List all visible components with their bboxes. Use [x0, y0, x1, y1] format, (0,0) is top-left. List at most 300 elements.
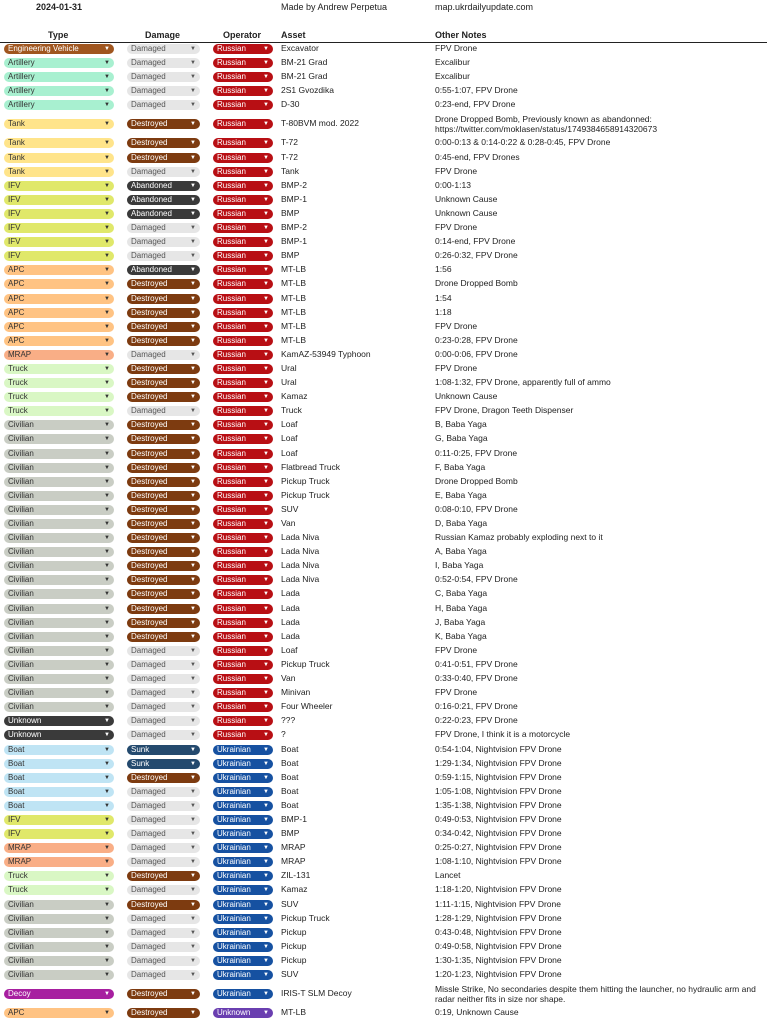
operator-select[interactable]	[213, 44, 273, 54]
damage-select[interactable]	[127, 970, 200, 980]
damage-select-label: Destroyed	[131, 504, 168, 514]
damage-select[interactable]	[127, 392, 200, 402]
damage-select-label: Damaged	[131, 349, 166, 359]
damage-select[interactable]	[127, 575, 200, 585]
damage-select-label: Destroyed	[131, 617, 168, 627]
dropdown-arrow-icon: ▼	[104, 788, 110, 795]
asset-cell: Excavator	[281, 43, 319, 53]
operator-select[interactable]	[213, 618, 273, 628]
operator-select[interactable]	[213, 58, 273, 68]
col-damage[interactable]: Damage	[145, 30, 181, 40]
asset-cell: Boat	[281, 743, 299, 754]
damage-select[interactable]	[127, 989, 200, 999]
damage-select[interactable]	[127, 167, 200, 177]
table-row	[0, 70, 767, 84]
damage-select[interactable]	[127, 223, 200, 233]
operator-select[interactable]	[213, 674, 273, 684]
operator-select[interactable]	[213, 181, 273, 191]
table-row	[0, 573, 767, 587]
type-select-label: APC	[8, 279, 25, 289]
damage-select-label: Damaged	[131, 716, 166, 726]
dropdown-arrow-icon: ▼	[190, 661, 196, 668]
type-select[interactable]	[4, 491, 114, 501]
operator-select[interactable]	[213, 294, 273, 304]
operator-select[interactable]	[213, 787, 273, 797]
type-select[interactable]	[4, 970, 114, 980]
damage-select[interactable]	[127, 604, 200, 614]
operator-select-label: Russian	[217, 575, 246, 585]
damage-select[interactable]	[127, 759, 200, 769]
operator-select[interactable]	[213, 970, 273, 980]
type-select[interactable]	[4, 449, 114, 459]
type-select[interactable]	[4, 787, 114, 797]
damage-select[interactable]	[127, 843, 200, 853]
dropdown-arrow-icon: ▼	[104, 380, 110, 387]
operator-select[interactable]	[213, 505, 273, 515]
damage-select[interactable]	[127, 871, 200, 881]
operator-select[interactable]	[213, 477, 273, 487]
asset-cell: SUV	[281, 969, 299, 979]
dropdown-arrow-icon: ▼	[190, 577, 196, 584]
dropdown-arrow-icon: ▼	[104, 972, 110, 978]
type-select[interactable]	[4, 477, 114, 487]
dropdown-arrow-icon: ▼	[263, 704, 269, 711]
operator-select[interactable]	[213, 632, 273, 642]
site-link[interactable]: map.ukrdailyupdate.com	[435, 2, 534, 12]
type-select-label: Civilian	[8, 504, 34, 514]
type-select[interactable]	[4, 392, 114, 402]
operator-select[interactable]	[213, 843, 273, 853]
operator-select[interactable]	[213, 392, 273, 402]
damage-select[interactable]	[127, 350, 200, 360]
table-row	[0, 461, 767, 475]
type-select[interactable]	[4, 463, 114, 473]
damage-select[interactable]	[127, 857, 200, 867]
type-select[interactable]	[4, 632, 114, 642]
damage-select[interactable]	[127, 1008, 200, 1018]
operator-select[interactable]	[213, 420, 273, 430]
operator-select-label: Russian	[217, 86, 246, 96]
notes-cell: 0:25-0:27, Nightvision FPV Drone	[435, 842, 562, 853]
operator-select[interactable]	[213, 688, 273, 698]
damage-select[interactable]	[127, 589, 200, 599]
operator-select[interactable]	[213, 575, 273, 585]
type-select[interactable]	[4, 1008, 114, 1018]
type-select[interactable]	[4, 58, 114, 68]
damage-select[interactable]	[127, 463, 200, 473]
damage-select[interactable]	[127, 942, 200, 952]
operator-select-label: Russian	[217, 448, 246, 458]
damage-select[interactable]	[127, 956, 200, 966]
dropdown-arrow-icon: ▼	[104, 676, 110, 683]
notes-cell: Drone Dropped Bomb	[435, 278, 518, 289]
dropdown-arrow-icon: ▼	[190, 394, 196, 401]
type-select[interactable]	[4, 561, 114, 571]
operator-select[interactable]	[213, 167, 273, 177]
type-select-label: IFV	[8, 814, 21, 824]
damage-select[interactable]	[127, 336, 200, 346]
operator-select[interactable]	[213, 646, 273, 656]
operator-select[interactable]	[213, 237, 273, 247]
damage-select[interactable]	[127, 505, 200, 515]
operator-select[interactable]	[213, 561, 273, 571]
damage-select[interactable]	[127, 674, 200, 684]
type-select-label: Civilian	[8, 674, 34, 684]
damage-select[interactable]	[127, 491, 200, 501]
col-type[interactable]: Type	[48, 30, 69, 40]
damage-select[interactable]	[127, 420, 200, 430]
dropdown-arrow-icon: ▼	[104, 929, 110, 936]
damage-select[interactable]	[127, 632, 200, 642]
type-select[interactable]	[4, 646, 114, 656]
type-select[interactable]	[4, 223, 114, 233]
type-select[interactable]	[4, 434, 114, 444]
type-select[interactable]	[4, 322, 114, 332]
asset-cell: Pickup Truck	[281, 912, 330, 923]
operator-select[interactable]	[213, 223, 273, 233]
damage-select[interactable]	[127, 434, 200, 444]
type-select[interactable]	[4, 119, 114, 129]
dropdown-arrow-icon: ▼	[263, 901, 269, 908]
type-select-label: MRAP	[8, 349, 32, 359]
type-select[interactable]	[4, 575, 114, 585]
operator-select[interactable]	[213, 857, 273, 867]
dropdown-arrow-icon: ▼	[190, 549, 196, 556]
type-select[interactable]	[4, 843, 114, 853]
operator-select[interactable]	[213, 251, 273, 261]
dropdown-arrow-icon: ▼	[190, 901, 196, 908]
damage-select[interactable]	[127, 265, 200, 275]
type-select[interactable]	[4, 237, 114, 247]
damage-select[interactable]	[127, 885, 200, 895]
dropdown-arrow-icon: ▼	[104, 102, 110, 109]
operator-select-label: Ukrainian	[217, 800, 251, 810]
dropdown-arrow-icon: ▼	[263, 549, 269, 556]
operator-select[interactable]	[213, 801, 273, 811]
operator-select[interactable]	[213, 533, 273, 543]
damage-select[interactable]	[127, 561, 200, 571]
damage-select[interactable]	[127, 153, 200, 163]
operator-select[interactable]	[213, 406, 273, 416]
damage-select-label: Destroyed	[131, 533, 168, 543]
operator-select-label: Unknown	[217, 1008, 251, 1018]
type-select-label: Civilian	[8, 476, 34, 486]
operator-select[interactable]	[213, 589, 273, 599]
operator-select[interactable]	[213, 885, 273, 895]
operator-select[interactable]	[213, 956, 273, 966]
asset-cell: Lada	[281, 616, 300, 627]
damage-select[interactable]	[127, 58, 200, 68]
operator-select[interactable]	[213, 900, 273, 910]
operator-select[interactable]	[213, 364, 273, 374]
damage-select[interactable]	[127, 787, 200, 797]
damage-select-label: Damaged	[131, 786, 166, 796]
operator-select[interactable]	[213, 745, 273, 755]
operator-select[interactable]	[213, 815, 273, 825]
operator-select[interactable]	[213, 463, 273, 473]
col-notes[interactable]: Other Notes	[435, 30, 487, 40]
type-select[interactable]	[4, 209, 114, 219]
notes-cell: 1:56	[435, 264, 452, 275]
damage-select[interactable]	[127, 406, 200, 416]
damage-select[interactable]	[127, 86, 200, 96]
dropdown-arrow-icon: ▼	[263, 802, 269, 809]
type-select[interactable]	[4, 350, 114, 360]
damage-select[interactable]	[127, 730, 200, 740]
damage-select[interactable]	[127, 688, 200, 698]
type-select[interactable]	[4, 829, 114, 839]
dropdown-arrow-icon: ▼	[104, 295, 110, 302]
type-select[interactable]	[4, 589, 114, 599]
type-select[interactable]	[4, 251, 114, 261]
asset-cell: Ural	[281, 362, 297, 373]
damage-select[interactable]	[127, 660, 200, 670]
type-select[interactable]	[4, 956, 114, 966]
operator-select[interactable]	[213, 604, 273, 614]
type-select[interactable]	[4, 942, 114, 952]
type-select[interactable]	[4, 815, 114, 825]
operator-select[interactable]	[213, 72, 273, 82]
damage-select[interactable]	[127, 364, 200, 374]
dropdown-arrow-icon: ▼	[263, 831, 269, 838]
operator-select-label: Ukrainian	[217, 814, 251, 824]
damage-select[interactable]	[127, 251, 200, 261]
operator-select[interactable]	[213, 759, 273, 769]
damage-select[interactable]	[127, 322, 200, 332]
damage-select-label: Destroyed	[131, 420, 168, 430]
dropdown-arrow-icon: ▼	[190, 506, 196, 513]
damage-select[interactable]	[127, 195, 200, 205]
operator-select[interactable]	[213, 547, 273, 557]
dropdown-arrow-icon: ▼	[263, 154, 269, 161]
report-date: 2024-01-31	[36, 2, 83, 12]
operator-select[interactable]	[213, 660, 273, 670]
type-select[interactable]	[4, 44, 114, 54]
type-select[interactable]	[4, 279, 114, 289]
damage-select[interactable]	[127, 745, 200, 755]
table-row	[0, 475, 767, 489]
type-select[interactable]	[4, 900, 114, 910]
col-asset[interactable]: Asset	[281, 30, 306, 40]
dropdown-arrow-icon: ▼	[263, 535, 269, 542]
damage-select[interactable]	[127, 72, 200, 82]
dropdown-arrow-icon: ▼	[190, 239, 196, 246]
type-select-label: Boat	[8, 772, 25, 782]
type-select[interactable]	[4, 914, 114, 924]
notes-cell: H, Baba Yaga	[435, 602, 488, 613]
type-select[interactable]	[4, 138, 114, 148]
operator-select[interactable]	[213, 519, 273, 529]
type-select[interactable]	[4, 420, 114, 430]
operator-select[interactable]	[213, 434, 273, 444]
operator-select[interactable]	[213, 871, 273, 881]
damage-select[interactable]	[127, 44, 200, 54]
type-select[interactable]	[4, 265, 114, 275]
operator-select[interactable]	[213, 378, 273, 388]
damage-select[interactable]	[127, 138, 200, 148]
damage-select[interactable]	[127, 618, 200, 628]
damage-select-label: Destroyed	[131, 490, 168, 500]
notes-cell: 0:11-0:25, FPV Drone	[435, 447, 518, 458]
operator-select[interactable]	[213, 322, 273, 332]
dropdown-arrow-icon: ▼	[263, 492, 269, 499]
type-select[interactable]	[4, 730, 114, 740]
operator-select[interactable]	[213, 308, 273, 318]
damage-select[interactable]	[127, 209, 200, 219]
asset-cell: ?	[281, 729, 286, 740]
type-select[interactable]	[4, 989, 114, 999]
operator-select[interactable]	[213, 716, 273, 726]
damage-select[interactable]	[127, 900, 200, 910]
damage-select[interactable]	[127, 100, 200, 110]
asset-cell: BMP-1	[281, 813, 307, 824]
operator-select-label: Russian	[217, 378, 246, 388]
damage-select[interactable]	[127, 294, 200, 304]
dropdown-arrow-icon: ▼	[190, 351, 196, 358]
operator-select[interactable]	[213, 928, 273, 938]
damage-select-label: Damaged	[131, 406, 166, 416]
damage-select[interactable]	[127, 533, 200, 543]
type-select[interactable]	[4, 86, 114, 96]
type-select[interactable]	[4, 660, 114, 670]
operator-select[interactable]	[213, 449, 273, 459]
table-row	[0, 714, 767, 728]
type-select[interactable]	[4, 167, 114, 177]
damage-select[interactable]	[127, 928, 200, 938]
type-select[interactable]	[4, 195, 114, 205]
type-select[interactable]	[4, 716, 114, 726]
operator-select[interactable]	[213, 702, 273, 712]
damage-select[interactable]	[127, 646, 200, 656]
dropdown-arrow-icon: ▼	[190, 60, 196, 67]
operator-select[interactable]	[213, 336, 273, 346]
damage-select[interactable]	[127, 449, 200, 459]
operator-select[interactable]	[213, 773, 273, 783]
damage-select[interactable]	[127, 829, 200, 839]
damage-select[interactable]	[127, 815, 200, 825]
operator-select[interactable]	[213, 989, 273, 999]
operator-select[interactable]	[213, 350, 273, 360]
dropdown-arrow-icon: ▼	[263, 295, 269, 302]
type-select[interactable]	[4, 604, 114, 614]
type-select[interactable]	[4, 885, 114, 895]
damage-select[interactable]	[127, 702, 200, 712]
operator-select[interactable]	[213, 491, 273, 501]
dropdown-arrow-icon: ▼	[263, 991, 269, 998]
type-select[interactable]	[4, 153, 114, 163]
operator-select[interactable]	[213, 86, 273, 96]
type-select[interactable]	[4, 100, 114, 110]
type-select[interactable]	[4, 674, 114, 684]
type-select[interactable]	[4, 336, 114, 346]
type-select[interactable]	[4, 378, 114, 388]
type-select[interactable]	[4, 702, 114, 712]
table-row	[0, 869, 767, 883]
dropdown-arrow-icon: ▼	[104, 351, 110, 358]
operator-select[interactable]	[213, 1008, 273, 1018]
type-select[interactable]	[4, 745, 114, 755]
damage-select[interactable]	[127, 801, 200, 811]
type-select[interactable]	[4, 547, 114, 557]
dropdown-arrow-icon: ▼	[263, 351, 269, 358]
operator-select[interactable]	[213, 279, 273, 289]
type-select[interactable]	[4, 308, 114, 318]
damage-select[interactable]	[127, 181, 200, 191]
type-select[interactable]	[4, 688, 114, 698]
operator-select-label: Russian	[217, 730, 246, 740]
notes-cell: E, Baba Yaga	[435, 489, 487, 500]
table-row	[0, 898, 767, 912]
damage-select[interactable]	[127, 914, 200, 924]
type-select[interactable]	[4, 364, 114, 374]
type-select[interactable]	[4, 505, 114, 515]
operator-select[interactable]	[213, 195, 273, 205]
type-select[interactable]	[4, 181, 114, 191]
damage-select[interactable]	[127, 519, 200, 529]
damage-select-label: Damaged	[131, 970, 166, 979]
damage-select[interactable]	[127, 279, 200, 289]
operator-select[interactable]	[213, 100, 273, 110]
type-select[interactable]	[4, 519, 114, 529]
asset-cell: BM-21 Grad	[281, 71, 328, 82]
type-select[interactable]	[4, 801, 114, 811]
dropdown-arrow-icon: ▼	[263, 845, 269, 852]
damage-select-label: Damaged	[131, 223, 166, 233]
damage-select[interactable]	[127, 308, 200, 318]
damage-select[interactable]	[127, 547, 200, 557]
type-select[interactable]	[4, 773, 114, 783]
operator-select[interactable]	[213, 942, 273, 952]
operator-select[interactable]	[213, 209, 273, 219]
operator-select[interactable]	[213, 829, 273, 839]
type-select[interactable]	[4, 294, 114, 304]
type-select-label: Boat	[8, 744, 25, 754]
asset-cell: MT-LB	[281, 320, 307, 331]
type-select[interactable]	[4, 928, 114, 938]
operator-select[interactable]	[213, 138, 273, 148]
asset-cell: MT-LB	[281, 278, 307, 289]
type-select[interactable]	[4, 72, 114, 82]
damage-select[interactable]	[127, 477, 200, 487]
operator-select[interactable]	[213, 119, 273, 129]
operator-select[interactable]	[213, 914, 273, 924]
table-row	[0, 362, 767, 376]
type-select[interactable]	[4, 618, 114, 628]
damage-select[interactable]	[127, 119, 200, 129]
notes-cell: 0:23-end, FPV Drone	[435, 99, 516, 110]
damage-select[interactable]	[127, 237, 200, 247]
type-select[interactable]	[4, 406, 114, 416]
dropdown-arrow-icon: ▼	[104, 323, 110, 330]
operator-select[interactable]	[213, 153, 273, 163]
operator-select[interactable]	[213, 265, 273, 275]
notes-cell: 1:08-1:32, FPV Drone, apparently full of ammo	[435, 377, 611, 388]
operator-select[interactable]	[213, 730, 273, 740]
dropdown-arrow-icon: ▼	[263, 633, 269, 640]
operator-select-label: Ukrainian	[217, 955, 251, 965]
damage-select[interactable]	[127, 773, 200, 783]
dropdown-arrow-icon: ▼	[104, 704, 110, 711]
damage-select[interactable]	[127, 716, 200, 726]
col-operator[interactable]: Operator	[223, 30, 262, 40]
type-select-label: APC	[8, 1008, 25, 1018]
type-select[interactable]	[4, 857, 114, 867]
type-select-label: Civilian	[8, 603, 34, 613]
type-select[interactable]	[4, 871, 114, 881]
damage-select[interactable]	[127, 378, 200, 388]
type-select[interactable]	[4, 759, 114, 769]
type-select[interactable]	[4, 533, 114, 543]
